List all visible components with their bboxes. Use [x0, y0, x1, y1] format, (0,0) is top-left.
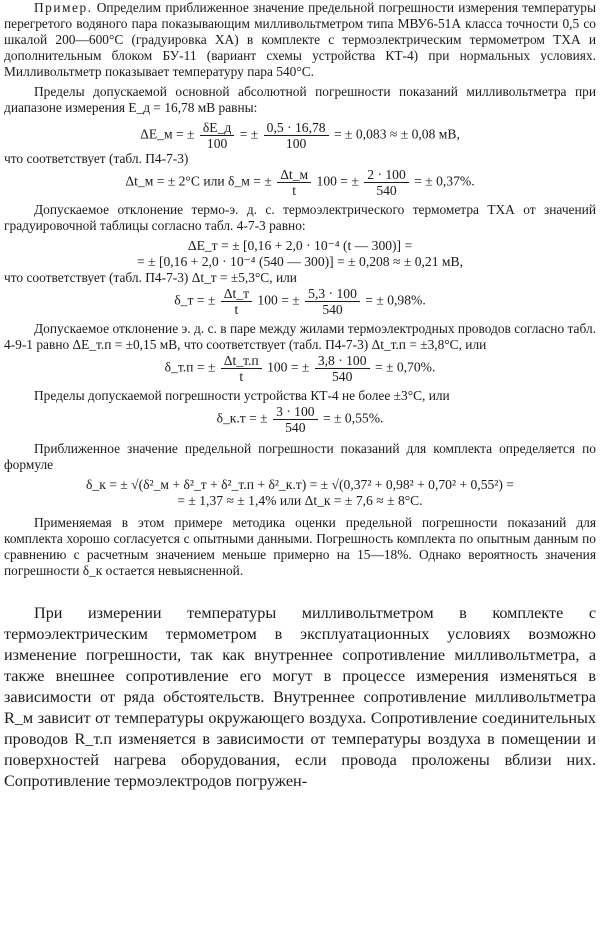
eq1-fraction-2 — [264, 120, 329, 151]
eq5-den2: 540 — [331, 369, 353, 384]
equation-delta-et-a: ΔE_т = ± [0,16 + 2,0 · 10⁻⁴ (t — 300)] = — [187, 238, 413, 253]
equation-delta-k-a: δ_к = ± √(δ²_м + δ²_т + δ²_т.п + δ²_к.т) = ± √(0,37² + 0,98² + 0,70² + 0,55²) = — [86, 477, 514, 492]
eq4-den2: 540 — [322, 302, 343, 317]
eq1-lhs: ΔE_м = ± — [140, 126, 195, 142]
eq5-lhs: δ_т.п = ± — [164, 359, 216, 375]
eq6-den: 540 — [285, 420, 306, 435]
main-paragraph: При измерении температуры милливольтметром в комплекте с термоэлектрическим термометром в эксплуатационных условиях возможно изменение погрешности, так как внутреннее сопротивление милливольтметра, а также внешнее сопротивление его могут в процессе измерения изменяться в зависимости от ряда обстоятельств. Внутреннее сопротивление милливольтметра R_м зависит от температуры окружающего воздуха. Сопротивление соединительных проводов R_т.п изменяется в зависимости от температуры воздуха в помещении и поверхностей нагрева оборудования, если провода проложены вблизи них. Сопротивление термоэлектродов погружен- — [4, 604, 596, 790]
eq5-mid: 100 = ± — [267, 359, 310, 375]
eq2-num2: 2 · 100 — [364, 167, 409, 183]
equation-delta-tm — [4, 167, 596, 198]
eq2-den2: 540 — [376, 183, 397, 198]
eq4-fraction-2 — [305, 286, 360, 317]
example-text: Определим приближенное значение предельной погрешности измерения температуры перегретого водяного пара показывающим милливольтметром типа МВУ6-51А класса точности 0,5 со шкалой 200—600°С (градуировка ХА) в комплекте с термоэлектрическим термометром ТХА и дополнительным блоком БУ-11 (вариант схемы устройства КТ-4) при нормальных условиях. Милливольтметр показывает температуру пара 540°С. — [4, 0, 596, 79]
equation-delta-kt — [4, 404, 596, 435]
eq5-num1: Δt_т.п — [221, 353, 262, 369]
eq2-fraction-1 — [277, 167, 311, 198]
eq2-lhs: Δt_м = ± 2°С или δ_м = ± — [125, 173, 272, 189]
eq1-den2: 100 — [285, 136, 307, 151]
equation-delta-em — [4, 120, 596, 151]
eq5-den1: t — [239, 369, 244, 384]
eq4-num1: Δt_т — [221, 286, 252, 302]
correspondence-1: что соответствует (табл. П4-7-3) — [4, 151, 189, 166]
eq4-num2: 5,3 · 100 — [305, 286, 360, 302]
eq2-mid: 100 = ± — [316, 173, 359, 189]
eq6-num: 3 · 100 — [273, 404, 318, 420]
equation-delta-et-b: = ± [0,16 + 2,0 · 10⁻⁴ (540 — 300)] = ± 0,208 ≈ ± 0,21 мВ, — [137, 254, 463, 269]
wires-paragraph: Допускаемое отклонение э. д. с. в паре между жилами термоэлектродных проводов согласно табл. 4-9-1 равно ΔE_т.п = ±0,15 мВ, что соответствует (табл. П4-7-3) Δt_т.п = ±3,8°С, или — [4, 321, 596, 352]
correspondence-2: что соответствует (табл. П4-7-3) Δt_т = ±5,3°С, или — [4, 270, 297, 285]
example-lead: Пример. — [34, 0, 93, 15]
tha-paragraph: Допускаемое отклонение термо-э. д. с. термоэлектрического термометра ТХА от значений градуировочной таблицы согласно табл. 4-7-3 равно: — [4, 202, 596, 233]
eq5-fraction-1 — [221, 353, 262, 384]
eq5-fraction-2 — [315, 353, 370, 384]
eq2-fraction-2 — [364, 167, 409, 198]
eq5-rhs: = ± 0,70%. — [374, 359, 436, 375]
eq4-lhs: δ_т = ± — [174, 292, 216, 308]
eq1-den1: 100 — [206, 136, 228, 151]
eq1-mid: = ± — [239, 126, 259, 142]
eq6-lhs: δ_к.т = ± — [216, 410, 268, 426]
eq4-fraction-1 — [221, 286, 252, 317]
equation-delta-k-b: = ± 1,37 ≈ ± 1,4% или Δt_к = ± 7,6 ≈ ± 8°С. — [177, 493, 423, 508]
method-paragraph: Применяемая в этом примере методика оценки предельной погрешности показаний для комплекта хорошо согласуется с опытными данными. Погрешность комплекта по опытным данным по сравнению с расчетным значением меньше примерно на 15—18%. Однако вероятность значения погрешности δ_к остается невыясненной. — [4, 515, 596, 578]
eq4-den1: t — [234, 302, 239, 317]
eq1-fraction-1 — [200, 120, 234, 151]
equation-delta-tp — [4, 353, 596, 384]
kt4-paragraph: Пределы допускаемой погрешности устройства КТ-4 не более ±3°С, или — [34, 388, 450, 403]
eq6-rhs: = ± 0,55%. — [322, 410, 384, 426]
eq4-mid: 100 = ± — [257, 292, 300, 308]
kit-paragraph: Приближенное значение предельной погрешности показаний для комплекта определяется по формуле — [4, 441, 596, 472]
eq4-rhs: = ± 0,98%. — [365, 292, 426, 308]
eq6-fraction — [273, 404, 318, 435]
example-paragraph — [4, 0, 596, 80]
limits-paragraph: Пределы допускаемой основной абсолютной погрешности показаний милливольтметра при диапазоне измерения E_д = 16,78 мВ равны: — [4, 84, 596, 115]
eq5-num2: 3,8 · 100 — [315, 353, 370, 369]
equation-delta-t — [4, 286, 596, 317]
eq2-rhs: = ± 0,37%. — [414, 173, 475, 189]
eq1-rhs: = ± 0,083 ≈ ± 0,08 мВ, — [333, 126, 460, 142]
eq1-num1: δE_д — [200, 120, 234, 136]
eq2-num1: Δt_м — [277, 167, 311, 183]
eq1-num2: 0,5 · 16,78 — [264, 120, 329, 136]
eq2-den1: t — [292, 183, 297, 198]
